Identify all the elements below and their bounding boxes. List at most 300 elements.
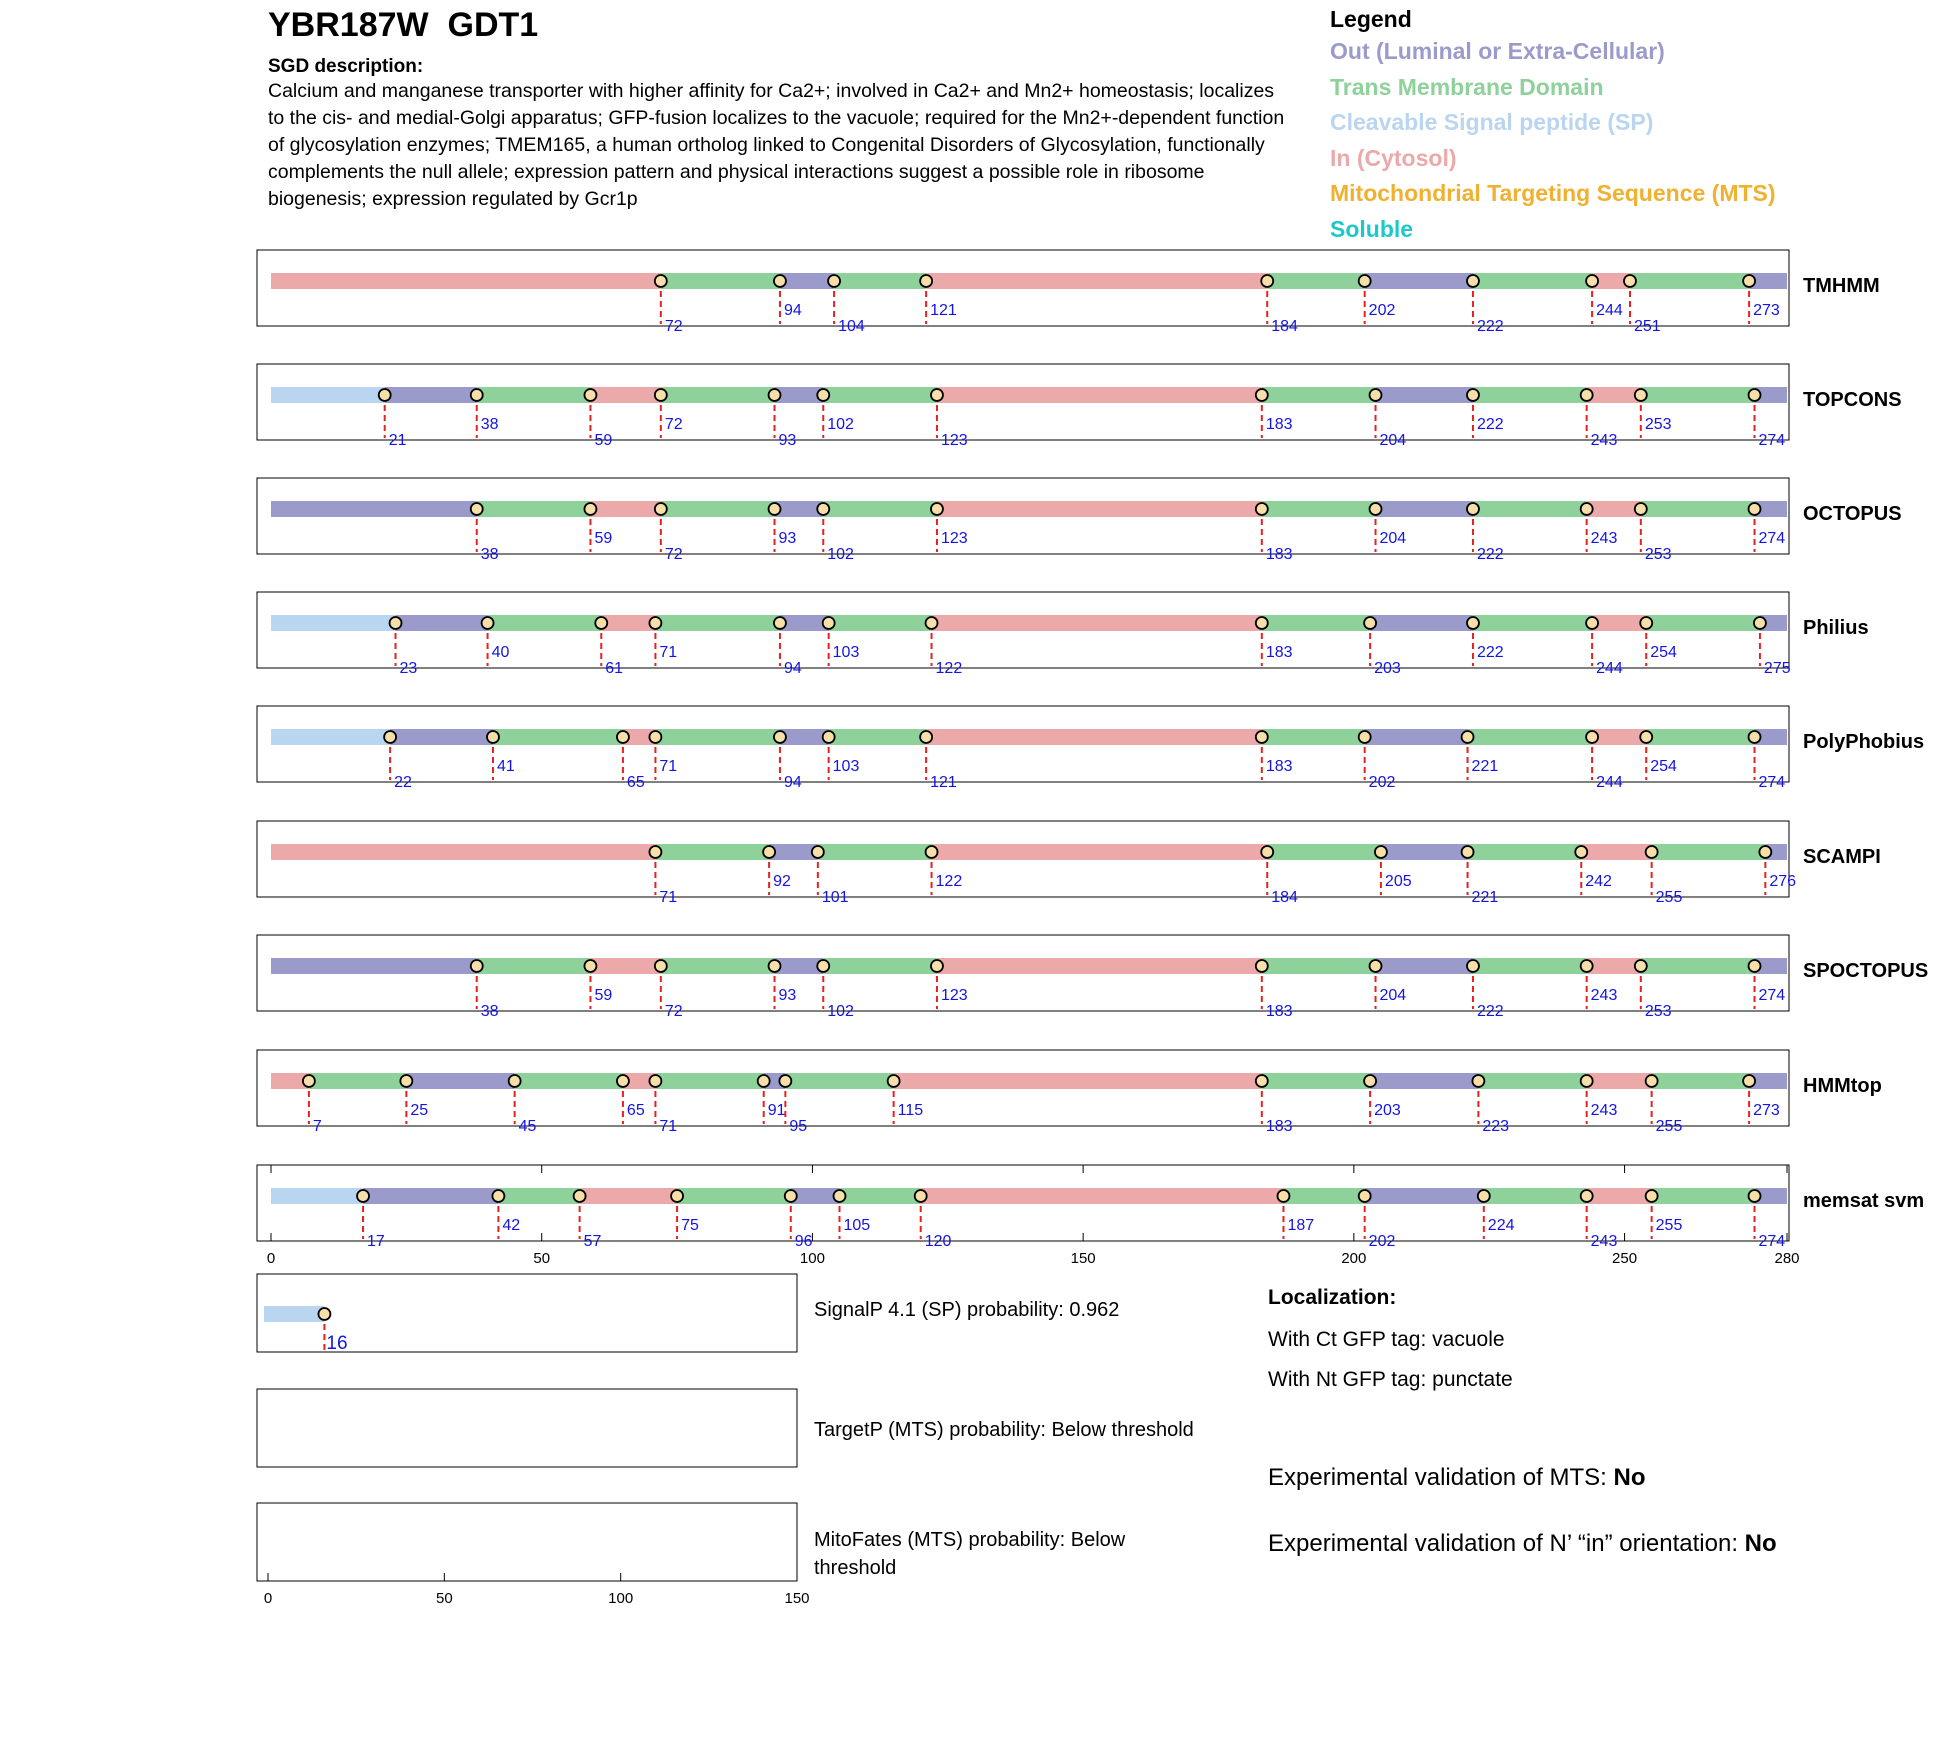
boundary-marker	[823, 617, 835, 629]
segment-tm	[829, 615, 932, 631]
boundary-marker	[1759, 846, 1771, 858]
axis-tick-label: 0	[266, 1250, 276, 1267]
boundary-label: 276	[1769, 873, 1797, 890]
boundary-label: 184	[1271, 318, 1298, 335]
boundary-label: 105	[843, 1217, 871, 1234]
boundary-label: 222	[1476, 644, 1504, 661]
boundary-label: 59	[594, 987, 613, 1004]
boundary-marker	[1635, 503, 1647, 515]
segment-in	[932, 844, 1268, 860]
boundary-label: 72	[664, 1003, 683, 1020]
segment-tm	[1652, 1188, 1755, 1204]
segment-out	[1370, 1073, 1478, 1089]
segment-out	[775, 958, 824, 974]
boundary-label: 93	[778, 530, 797, 547]
boundary-label: 244	[1596, 302, 1623, 319]
segment-tm	[515, 1073, 623, 1089]
boundary-marker	[1581, 960, 1593, 972]
segment-tm	[493, 729, 623, 745]
segment-in	[1587, 958, 1641, 974]
boundary-label: 183	[1265, 1118, 1293, 1135]
boundary-label: 243	[1590, 432, 1618, 449]
boundary-marker	[1581, 503, 1593, 515]
segment-tm	[1262, 387, 1376, 403]
boundary-label: 72	[664, 416, 683, 433]
segment-tm	[477, 958, 591, 974]
boundary-marker	[817, 389, 829, 401]
boundary-marker	[1375, 846, 1387, 858]
boundary-label: 253	[1644, 546, 1672, 563]
segment-out	[385, 387, 477, 403]
axis-tick-label: 250	[1612, 1250, 1638, 1267]
boundary-marker	[1586, 731, 1598, 743]
boundary-marker	[400, 1075, 412, 1087]
boundary-marker	[649, 846, 661, 858]
segment-tm	[1478, 1073, 1586, 1089]
boundary-label: 102	[827, 1003, 854, 1020]
boundary-label: 123	[940, 530, 968, 547]
prob-frame	[257, 1503, 797, 1581]
boundary-label: 222	[1476, 546, 1504, 563]
boundary-label: 23	[399, 660, 418, 677]
segment-in	[1587, 387, 1641, 403]
track-label: HMMtop	[1803, 1075, 1882, 1097]
sgd-heading: SGD description:	[268, 56, 424, 77]
boundary-marker	[1640, 617, 1652, 629]
prob-frame	[257, 1389, 797, 1467]
boundary-label: 94	[783, 660, 802, 677]
boundary-marker	[595, 617, 607, 629]
boundary-label: 7	[312, 1118, 322, 1135]
boundary-label: 93	[778, 432, 797, 449]
boundary-label: 274	[1758, 432, 1786, 449]
signal-axis-tick-label: 100	[608, 1590, 634, 1607]
segment-out	[1376, 958, 1473, 974]
boundary-marker	[390, 617, 402, 629]
boundary-marker	[1635, 389, 1647, 401]
boundary-marker	[471, 503, 483, 515]
experimental-mts	[1268, 1464, 1645, 1492]
experimental-nin-value: No	[1744, 1530, 1777, 1557]
segment-in	[590, 501, 660, 517]
segment-out	[780, 729, 829, 745]
boundary-label: 40	[491, 644, 510, 661]
segment-tm	[677, 1188, 791, 1204]
segment-tm	[840, 1188, 921, 1204]
boundary-marker	[1646, 1075, 1658, 1087]
track-label: Philius	[1803, 617, 1869, 639]
boundary-label: 101	[821, 889, 849, 906]
segment-tm	[823, 501, 937, 517]
boundary-marker	[584, 503, 596, 515]
boundary-marker	[649, 617, 661, 629]
boundary-marker	[931, 960, 943, 972]
boundary-label: 71	[659, 1118, 678, 1135]
boundary-label: 183	[1265, 644, 1293, 661]
boundary-marker	[926, 617, 938, 629]
segment-sp	[271, 1188, 363, 1204]
segment-tm	[1641, 387, 1755, 403]
boundary-marker	[763, 846, 775, 858]
boundary-marker	[655, 275, 667, 287]
boundary-label: 65	[626, 1102, 645, 1119]
boundary-label: 183	[1265, 758, 1293, 775]
segment-in	[1592, 729, 1646, 745]
boundary-label: 71	[659, 644, 678, 661]
boundary-label: 184	[1271, 889, 1298, 906]
boundary-label: 222	[1476, 1003, 1504, 1020]
boundary-marker	[823, 731, 835, 743]
segment-in	[601, 615, 655, 631]
segment-sp	[271, 615, 396, 631]
boundary-label: 244	[1596, 660, 1623, 677]
segment-out	[271, 958, 477, 974]
boundary-label: 45	[518, 1118, 537, 1135]
boundary-marker	[1359, 731, 1371, 743]
segment-out	[1365, 1188, 1484, 1204]
boundary-label: 274	[1758, 1233, 1786, 1250]
segment-out	[769, 844, 818, 860]
boundary-marker	[1467, 389, 1479, 401]
boundary-label: 41	[496, 758, 515, 775]
boundary-marker	[888, 1075, 900, 1087]
boundary-label: 115	[897, 1102, 924, 1119]
segment-tm	[1630, 273, 1749, 289]
signal-axis-tick-label: 0	[263, 1590, 273, 1607]
experimental-nin	[1268, 1530, 1777, 1558]
boundary-marker	[920, 275, 932, 287]
boundary-label: 223	[1482, 1118, 1510, 1135]
track-label: TMHMM	[1803, 275, 1880, 297]
boundary-label: 183	[1265, 1003, 1293, 1020]
boundary-label: 103	[832, 758, 860, 775]
boundary-marker	[817, 503, 829, 515]
segment-tm	[1646, 615, 1760, 631]
boundary-marker	[379, 389, 391, 401]
boundary-marker	[1370, 503, 1382, 515]
segment-tm	[655, 615, 780, 631]
boundary-marker	[1749, 960, 1761, 972]
boundary-label: 253	[1644, 1003, 1672, 1020]
boundary-marker	[1359, 1190, 1371, 1202]
boundary-label: 254	[1650, 644, 1677, 661]
boundary-marker	[915, 1190, 927, 1202]
boundary-marker	[357, 1190, 369, 1202]
segment-tm	[498, 1188, 579, 1204]
signal-axis-tick-label: 50	[435, 1590, 453, 1607]
boundary-marker	[1640, 731, 1652, 743]
boundary-marker	[1256, 731, 1268, 743]
segment-out	[390, 729, 493, 745]
boundary-marker	[509, 1075, 521, 1087]
track-label: OCTOPUS	[1803, 503, 1902, 525]
boundary-label: 222	[1476, 318, 1504, 335]
boundary-marker	[1581, 1190, 1593, 1202]
legend-item-soluble: Soluble	[1330, 215, 1414, 242]
boundary-marker	[1575, 846, 1587, 858]
boundary-marker	[1478, 1190, 1490, 1202]
axis-tick-label: 150	[1070, 1250, 1096, 1267]
segment-in	[926, 273, 1267, 289]
boundary-marker	[1467, 503, 1479, 515]
boundary-marker	[617, 1075, 629, 1087]
boundary-marker	[926, 846, 938, 858]
track-label: memsat svm	[1803, 1190, 1925, 1212]
boundary-marker	[655, 960, 667, 972]
localization-nt: With Nt GFP tag: punctate	[1268, 1368, 1513, 1391]
boundary-label: 17	[367, 1233, 385, 1250]
segment-in	[590, 387, 660, 403]
segment-tm	[1262, 729, 1365, 745]
boundary-marker	[671, 1190, 683, 1202]
boundary-marker	[1472, 1075, 1484, 1087]
axis-tick-label: 100	[799, 1250, 825, 1267]
boundary-label: 38	[480, 416, 499, 433]
boundary-label: 274	[1758, 530, 1786, 547]
segment-tm	[661, 273, 780, 289]
boundary-label: 92	[773, 873, 791, 890]
boundary-marker	[1581, 1075, 1593, 1087]
boundary-label: 102	[827, 416, 854, 433]
boundary-label: 205	[1384, 873, 1412, 890]
boundary-marker	[574, 1190, 586, 1202]
legend-item-in: In (Cytosol)	[1330, 144, 1457, 171]
boundary-marker	[1462, 846, 1474, 858]
boundary-label: 122	[935, 660, 963, 677]
localization-title: Localization:	[1268, 1286, 1397, 1309]
boundary-marker	[1261, 275, 1273, 287]
segment-out	[775, 501, 824, 517]
boundary-label: 243	[1590, 987, 1618, 1004]
boundary-marker	[774, 731, 786, 743]
boundary-label: 71	[659, 758, 678, 775]
signalp-bar	[264, 1306, 324, 1322]
boundary-marker	[655, 503, 667, 515]
boundary-marker	[584, 960, 596, 972]
segment-out	[1370, 615, 1473, 631]
axis-tick-label: 200	[1341, 1250, 1367, 1267]
boundary-label: 59	[594, 530, 613, 547]
boundary-label: 273	[1753, 302, 1780, 319]
boundary-marker	[584, 389, 596, 401]
segment-tm	[1652, 844, 1766, 860]
boundary-marker	[487, 731, 499, 743]
segment-tm	[661, 387, 775, 403]
boundary-marker	[1754, 617, 1766, 629]
boundary-label: 222	[1476, 416, 1504, 433]
boundary-marker	[482, 617, 494, 629]
segment-tm	[488, 615, 602, 631]
segment-tm	[1262, 1073, 1370, 1089]
boundary-label: 255	[1655, 1118, 1683, 1135]
segment-tm	[1473, 387, 1587, 403]
boundary-label: 274	[1758, 774, 1786, 791]
segment-tm	[1652, 1073, 1749, 1089]
boundary-marker	[1256, 960, 1268, 972]
segment-tm	[309, 1073, 406, 1089]
segment-tm	[785, 1073, 893, 1089]
segment-tm	[829, 729, 926, 745]
boundary-label: 42	[502, 1217, 521, 1234]
segment-out	[780, 273, 834, 289]
boundary-label: 255	[1655, 889, 1683, 906]
segment-tm	[823, 958, 937, 974]
boundary-marker	[1586, 617, 1598, 629]
boundary-label: 183	[1265, 546, 1293, 563]
boundary-marker	[1364, 1075, 1376, 1087]
boundary-label: 95	[789, 1118, 808, 1135]
track-label: PolyPhobius	[1803, 731, 1925, 753]
boundary-marker	[1624, 275, 1636, 287]
boundary-marker	[303, 1075, 315, 1087]
localization-ct: With Ct GFP tag: vacuole	[1268, 1328, 1505, 1351]
segment-in	[921, 1188, 1284, 1204]
segment-tm	[1641, 501, 1755, 517]
boundary-marker	[1467, 960, 1479, 972]
boundary-marker	[834, 1190, 846, 1202]
sgd-description: Calcium and manganese transporter with higher affinity for Ca2+; involved in Ca2+ and Mn2+ homeostasis; localizes to the cis- and medial-Golgi apparatus; GFP-fusion localizes to the vacuole; required for the Mn2+-dependent function of glycosylation enzymes; TMEM165, a human ortholog linked to Congenital Disorders of Glycosylation, functionally complements the null allele; expression pattern and physical interactions suggest a possible role in ribosome biogenesis; expression regulated by Gcr1p	[268, 80, 1285, 210]
boundary-label: 224	[1487, 1217, 1515, 1234]
boundary-label: 93	[778, 987, 797, 1004]
boundary-label: 255	[1655, 1217, 1683, 1234]
segment-tm	[1468, 844, 1582, 860]
boundary-marker	[1749, 389, 1761, 401]
axis-tick-label: 280	[1774, 1250, 1800, 1267]
boundary-label: 274	[1758, 987, 1786, 1004]
boundary-label: 75	[681, 1217, 699, 1234]
boundary-marker	[1370, 389, 1382, 401]
segment-in	[1587, 501, 1641, 517]
segment-tm	[1473, 501, 1587, 517]
boundary-marker	[655, 389, 667, 401]
segment-in	[1592, 615, 1646, 631]
segment-in	[937, 958, 1262, 974]
legend-item-out: Out (Luminal or Extra-Cellular)	[1330, 38, 1665, 64]
boundary-marker	[931, 389, 943, 401]
boundary-marker	[384, 731, 396, 743]
boundary-marker	[769, 960, 781, 972]
boundary-label: 202	[1368, 302, 1396, 319]
boundary-marker	[1256, 503, 1268, 515]
boundary-label: 102	[827, 546, 854, 563]
boundary-marker	[1581, 389, 1593, 401]
boundary-marker	[1359, 275, 1371, 287]
boundary-label: 202	[1368, 1233, 1396, 1250]
boundary-marker	[1467, 617, 1479, 629]
boundary-marker	[1749, 731, 1761, 743]
boundary-label: 61	[605, 660, 624, 677]
boundary-marker	[779, 1075, 791, 1087]
segment-tm	[1473, 273, 1592, 289]
boundary-marker	[1462, 731, 1474, 743]
boundary-marker	[774, 275, 786, 287]
boundary-marker	[1646, 846, 1658, 858]
boundary-marker	[1749, 1190, 1761, 1202]
segment-in	[580, 1188, 677, 1204]
boundary-label: 203	[1374, 1102, 1401, 1119]
segment-tm	[655, 729, 780, 745]
segment-in	[894, 1073, 1262, 1089]
segment-out	[1365, 729, 1468, 745]
boundary-label: 72	[664, 546, 683, 563]
segment-out	[363, 1188, 498, 1204]
segment-tm	[1473, 958, 1587, 974]
legend-item-tm: Trans Membrane Domain	[1330, 73, 1604, 100]
boundary-label: 38	[480, 1003, 499, 1020]
segment-tm	[1262, 501, 1376, 517]
boundary-marker	[1467, 275, 1479, 287]
segment-tm	[823, 387, 937, 403]
segment-tm	[1262, 958, 1376, 974]
segment-in	[926, 729, 1262, 745]
legend-item-mts: Mitochondrial Targeting Sequence (MTS)	[1330, 180, 1776, 206]
segment-in	[1587, 1073, 1652, 1089]
boundary-label: 202	[1368, 774, 1396, 791]
gene-title: YBR187W GDT1	[268, 6, 539, 44]
segment-tm	[655, 844, 769, 860]
segment-tm	[661, 958, 775, 974]
mitofates-probability	[814, 1526, 1125, 1582]
boundary-marker	[812, 846, 824, 858]
segment-out	[775, 387, 824, 403]
boundary-marker	[758, 1075, 770, 1087]
boundary-marker	[769, 503, 781, 515]
boundary-marker	[471, 389, 483, 401]
mitofates-line-1: MitoFates (MTS) probability: Below	[814, 1529, 1126, 1551]
boundary-marker	[1743, 275, 1755, 287]
boundary-label: 251	[1633, 318, 1661, 335]
segment-tm	[1646, 729, 1754, 745]
segment-tm	[1267, 844, 1381, 860]
boundary-marker	[492, 1190, 504, 1202]
boundary-marker	[471, 960, 483, 972]
track-label: TOPCONS	[1803, 389, 1902, 411]
boundary-label: 275	[1763, 660, 1791, 677]
boundary-label: 38	[480, 546, 499, 563]
experimental-mts-value: No	[1613, 1464, 1646, 1491]
boundary-label: 204	[1379, 432, 1407, 449]
boundary-label: 221	[1471, 758, 1499, 775]
boundary-marker	[1743, 1075, 1755, 1087]
boundary-label: 253	[1644, 416, 1672, 433]
segment-tm	[655, 1073, 763, 1089]
boundary-label: 221	[1471, 889, 1499, 906]
boundary-marker	[1635, 960, 1647, 972]
boundary-label: 122	[935, 873, 963, 890]
boundary-label: 25	[410, 1102, 429, 1119]
segment-tm	[477, 501, 591, 517]
signalp-marker	[318, 1308, 330, 1320]
segment-out	[1381, 844, 1468, 860]
boundary-label: 94	[783, 774, 802, 791]
boundary-label: 254	[1650, 758, 1677, 775]
axis-tick-label: 50	[533, 1250, 551, 1267]
segment-tm	[1267, 273, 1364, 289]
boundary-marker	[649, 731, 661, 743]
segment-sp	[271, 387, 385, 403]
boundary-marker	[1256, 617, 1268, 629]
segment-tm	[1641, 958, 1755, 974]
segment-tm	[1468, 729, 1593, 745]
boundary-label: 21	[388, 432, 407, 449]
experimental-nin-label: Experimental validation of N’ “in” orientation:	[1268, 1530, 1745, 1557]
boundary-marker	[931, 503, 943, 515]
boundary-label: 123	[940, 987, 968, 1004]
boundary-label: 204	[1379, 987, 1407, 1004]
boundary-label: 183	[1265, 416, 1293, 433]
segment-out	[1376, 501, 1473, 517]
boundary-label: 120	[924, 1233, 952, 1250]
